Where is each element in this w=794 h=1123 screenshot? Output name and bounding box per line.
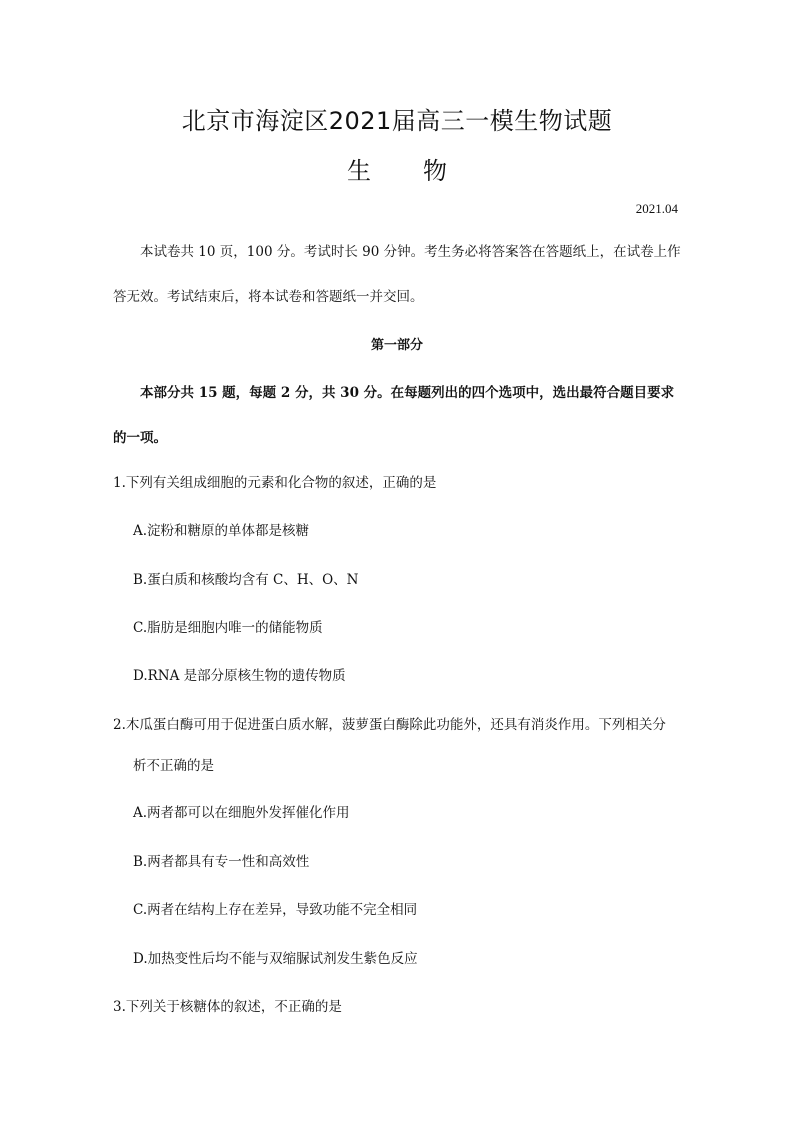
section-desc-line-1: 本部分共 15 题，每题 2 分，共 30 分。在每题列出的四个选项中，选出最符合题目要求 — [140, 385, 675, 401]
question-3-stem: 3.下列关于核糖体的叙述，不正确的是 — [113, 999, 342, 1015]
question-2-option-c: C.两者在结构上存在差异，导致功能不完全相同 — [133, 902, 418, 918]
exam-date: 2021.04 — [635, 201, 678, 216]
section-desc-line-2: 的一项。 — [113, 430, 167, 446]
question-2-option-b: B.两者都具有专一性和高效性 — [133, 854, 310, 870]
instructions-line-1: 本试卷共 10 页，100 分。考试时长 90 分钟。考生务必将答案答在答题纸上，在试卷上作 — [140, 244, 681, 260]
question-1-option-b: B.蛋白质和核酸均含有 C、H、O、N — [133, 572, 359, 588]
question-2-stem: 2.木瓜蛋白酶可用于促进蛋白质水解，菠萝蛋白酶除此功能外，还具有消炎作用。下列相关分 — [113, 717, 666, 733]
question-2-option-a: A.两者都可以在细胞外发挥催化作用 — [133, 805, 350, 821]
subject-title: 生物 — [347, 157, 499, 185]
question-2-stem-cont: 析不正确的是 — [133, 758, 214, 774]
question-1-option-d: D.RNA 是部分原核生物的遗传物质 — [133, 668, 346, 684]
question-1-option-c: C.脂肪是细胞内唯一的储能物质 — [133, 620, 323, 636]
question-1-option-a: A.淀粉和糖原的单体都是核糖 — [133, 523, 310, 539]
page-title: 北京市海淀区2021届高三一模生物试题 — [181, 107, 613, 135]
instructions-line-2: 答无效。考试结束后，将本试卷和答题纸一并交回。 — [113, 289, 424, 305]
section-title: 第一部分 — [370, 338, 423, 353]
question-2-option-d: D.加热变性后均不能与双缩脲试剂发生紫色反应 — [133, 951, 418, 967]
question-1-stem: 1.下列有关组成细胞的元素和化合物的叙述，正确的是 — [113, 475, 437, 491]
